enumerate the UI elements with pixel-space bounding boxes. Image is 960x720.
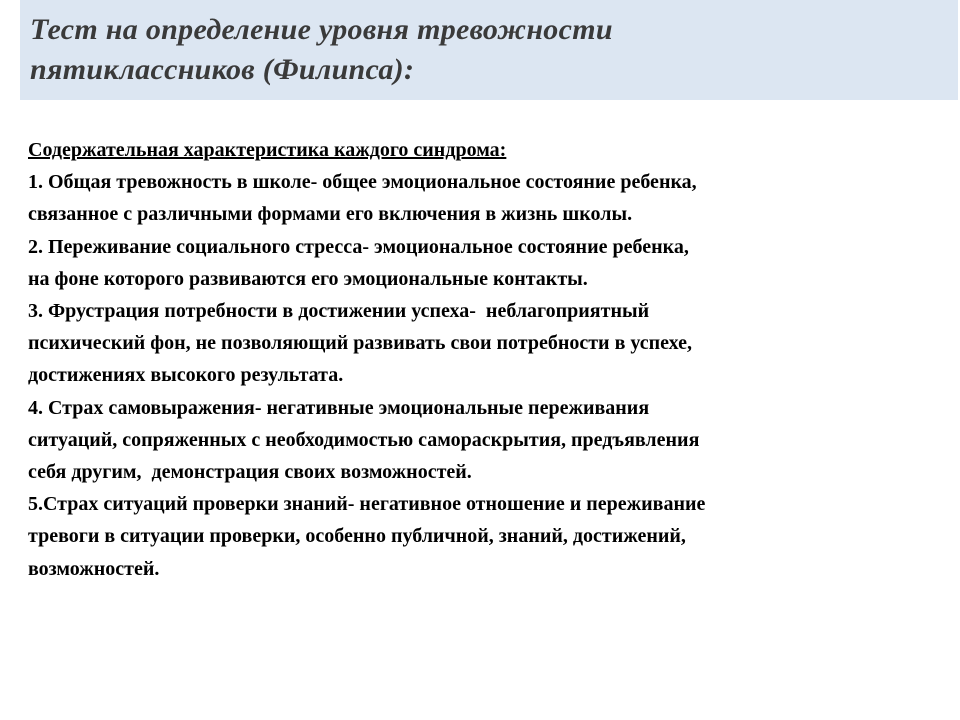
syndrome-item-4 bbox=[28, 392, 948, 489]
slide-body bbox=[28, 134, 948, 585]
syndrome-item-3 bbox=[28, 295, 948, 392]
item-line: возможностей. bbox=[28, 557, 160, 580]
title-line-2: пятиклассников (Филипса): bbox=[30, 53, 415, 86]
item-line: 3. Фрустрация потребности в достижении успеха- неблагоприятный bbox=[28, 300, 650, 323]
syndrome-item-2 bbox=[28, 231, 948, 295]
item-line: связанное с различными формами его включения в жизнь школы. bbox=[28, 203, 633, 226]
slide-title bbox=[30, 10, 613, 90]
title-line-1: Тест на определение уровня тревожности bbox=[30, 13, 613, 46]
item-line: 2. Переживание социального стресса- эмоциональное состояние ребенка, bbox=[28, 235, 689, 258]
item-line: 4. Страх самовыражения- негативные эмоциональные переживания bbox=[28, 396, 650, 419]
item-line: себя другим, демонстрация своих возможностей. bbox=[28, 461, 472, 484]
syndrome-item-5 bbox=[28, 488, 948, 585]
syndrome-item-1 bbox=[28, 166, 948, 230]
item-line: тревоги в ситуации проверки, особенно публичной, знаний, достижений, bbox=[28, 525, 686, 548]
section-heading: Содержательная характеристика каждого синдрома: bbox=[28, 139, 507, 161]
item-line: 5.Страх ситуаций проверки знаний- негативное отношение и переживание bbox=[28, 493, 706, 516]
item-line: ситуаций, сопряженных с необходимостью самораскрытия, предъявления bbox=[28, 428, 700, 451]
item-line: достижениях высокого результата. bbox=[28, 364, 344, 387]
title-banner bbox=[20, 0, 958, 100]
item-line: на фоне которого развиваются его эмоциональные контакты. bbox=[28, 267, 588, 290]
item-line: психический фон, не позволяющий развивать свои потребности в успехе, bbox=[28, 332, 693, 355]
item-line: 1. Общая тревожность в школе- общее эмоциональное состояние ребенка, bbox=[28, 171, 697, 194]
